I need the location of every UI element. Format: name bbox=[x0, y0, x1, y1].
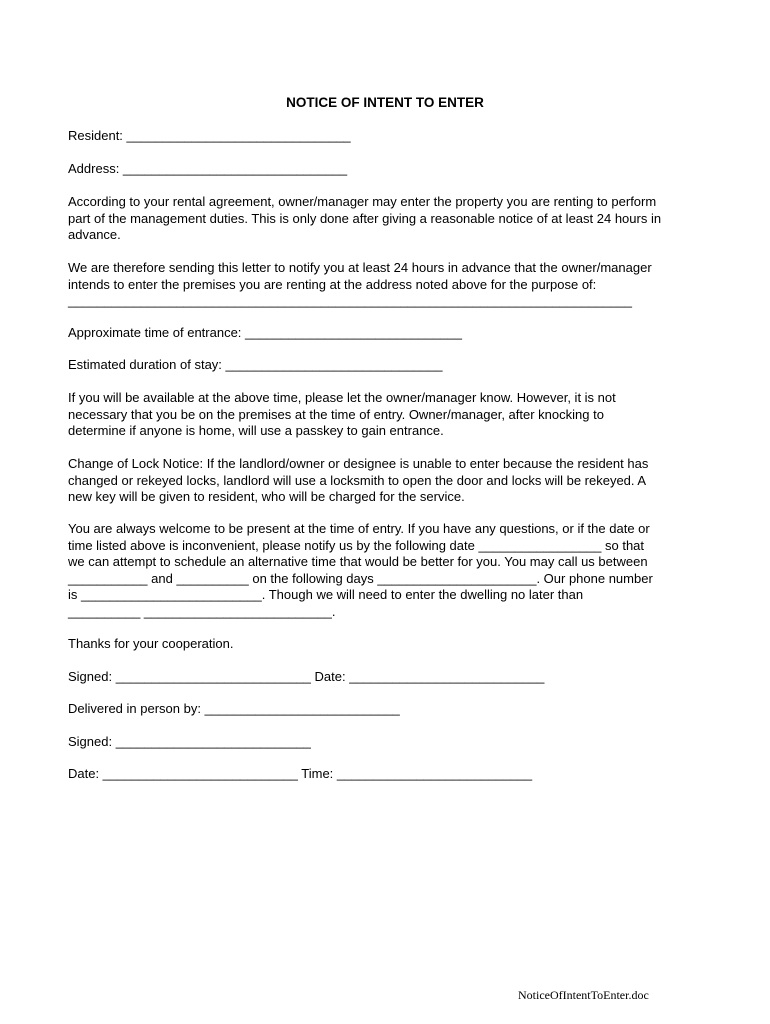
paragraph-line: changed or rekeyed locks, landlord will use a locksmith to open the door and locks will be rekeyed. A bbox=[68, 472, 647, 488]
paragraph-line: If you will be available at the above time, please let the owner/manager know. However, it is not bbox=[68, 390, 616, 405]
purpose-blank-line: ______________________________________________________________________________ bbox=[68, 293, 632, 308]
paragraph-line: __________ __________________________. bbox=[68, 603, 336, 619]
paragraph-line: determine if anyone is home, will use a passkey to gain entrance. bbox=[68, 423, 444, 438]
document-title: NOTICE OF INTENT TO ENTER bbox=[286, 95, 484, 110]
footer-filename: NoticeOfIntentToEnter.doc bbox=[518, 988, 649, 1002]
address-field-line: Address: _______________________________ bbox=[68, 161, 348, 176]
signed-date-field-line: Signed: ___________________________ Date: ___________________________ bbox=[68, 669, 545, 684]
paragraph-line: Change of Lock Notice: If the landlord/owner or designee is unable to enter because the resident has bbox=[68, 456, 649, 471]
signed-field-line: Signed: ___________________________ bbox=[68, 734, 311, 749]
resident-field-line: Resident: _______________________________ bbox=[68, 128, 351, 143]
paragraph-line: new key will be given to resident, who will be charged for the service. bbox=[68, 489, 465, 504]
paragraph-line: ___________ and __________ on the following days ______________________. Our phone number bbox=[68, 570, 653, 586]
notify-paragraph bbox=[68, 260, 708, 310]
paragraph-line: We are therefore sending this letter to notify you at least 24 hours in advance that the owner/manager bbox=[68, 260, 652, 275]
paragraph-line: advance. bbox=[68, 227, 121, 242]
availability-paragraph bbox=[68, 390, 708, 440]
paragraph-line: necessary that you be on the premises at the time of entry. Owner/manager, after knocking to bbox=[68, 406, 604, 422]
entrance-time-field-line: Approximate time of entrance: ______________________________ bbox=[68, 325, 462, 340]
paragraph-line: You are always welcome to be present at the time of entry. If you have any questions, or if the date or bbox=[68, 521, 650, 536]
paragraph-line: is _________________________. Though we will need to enter the dwelling no later than bbox=[68, 587, 584, 602]
lock-notice-paragraph bbox=[68, 456, 708, 506]
rental-agreement-paragraph bbox=[68, 194, 708, 244]
paragraph-line: we can attempt to schedule an alternative time that would be better for you. You may call us between bbox=[68, 554, 648, 569]
duration-field-line: Estimated duration of stay: ______________________________ bbox=[68, 357, 443, 372]
paragraph-line: part of the management duties. This is only done after giving a reasonable notice of at least 24 hours in bbox=[68, 210, 662, 226]
date-time-field-line: Date: ___________________________ Time: ___________________________ bbox=[68, 766, 533, 781]
paragraph-line: time listed above is inconvenient, please notify us by the following date _________________ so that bbox=[68, 537, 645, 553]
paragraph-line: According to your rental agreement, owner/manager may enter the property you are renting to perform bbox=[68, 194, 657, 209]
delivered-by-field-line: Delivered in person by: ___________________________ bbox=[68, 701, 400, 716]
thanks-line: Thanks for your cooperation. bbox=[68, 636, 234, 651]
paragraph-line: intends to enter the premises you are renting at the address noted above for the purpose of: bbox=[68, 276, 597, 292]
welcome-paragraph bbox=[68, 521, 708, 620]
